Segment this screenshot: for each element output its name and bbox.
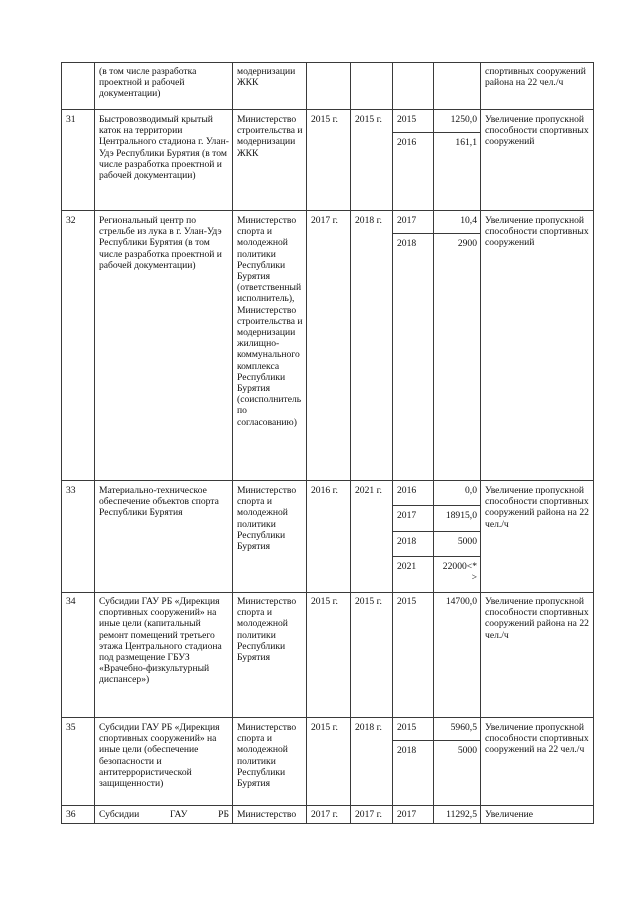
funding-amount: 5000 bbox=[434, 531, 481, 556]
row-number: 31 bbox=[62, 110, 95, 211]
end-year: 2021 г. bbox=[351, 481, 393, 593]
end-year: 2015 г. bbox=[351, 110, 393, 211]
funding-amount: 161,1 bbox=[434, 133, 481, 211]
executor: Министерство строительства и модернизации ЖКК bbox=[233, 110, 307, 211]
expected-result: Увеличение пропускной способности спортивных сооружений района на 22 чел./ч bbox=[481, 593, 594, 718]
table-row bbox=[62, 110, 594, 133]
funding-amount: 10,4 bbox=[434, 211, 481, 234]
table-row bbox=[62, 481, 594, 506]
funding-year bbox=[393, 63, 434, 110]
row-number: 34 bbox=[62, 593, 95, 718]
start-year bbox=[307, 63, 351, 110]
funding-year: 2018 bbox=[393, 234, 434, 481]
activity-name: Материально-техническое обеспечение объектов спорта Республики Бурятия bbox=[95, 481, 233, 593]
funding-amount: 5960,5 bbox=[434, 718, 481, 741]
executor: Министерство bbox=[233, 806, 307, 824]
expected-result: Увеличение пропускной способности спортивных сооружений на 22 чел./ч bbox=[481, 718, 594, 806]
row-number: 32 bbox=[62, 211, 95, 481]
end-year: 2018 г. bbox=[351, 211, 393, 481]
end-year: 2018 г. bbox=[351, 718, 393, 806]
start-year: 2017 г. bbox=[307, 806, 351, 824]
expected-result: Увеличение пропускной способности спортивных сооружений bbox=[481, 211, 594, 481]
funding-amount bbox=[434, 63, 481, 110]
program-activities-table bbox=[61, 62, 594, 824]
start-year: 2017 г. bbox=[307, 211, 351, 481]
funding-amount: 18915,0 bbox=[434, 506, 481, 531]
activity-name: Субсидии ГАУ РБ bbox=[95, 806, 233, 824]
expected-result: Увеличение пропускной способности спортивных сооружений bbox=[481, 110, 594, 211]
table-row bbox=[62, 718, 594, 741]
funding-year: 2017 bbox=[393, 211, 434, 234]
end-year: 2017 г. bbox=[351, 806, 393, 824]
funding-amount: 14700,0 bbox=[434, 593, 481, 718]
activity-name: Быстровозводимый крытый каток на территории Центрального стадиона г. Улан-Удэ Республики Бурятия (в том числе разработка проектной и рабочей документации) bbox=[95, 110, 233, 211]
funding-amount: 1250,0 bbox=[434, 110, 481, 133]
funding-year: 2017 bbox=[393, 806, 434, 824]
end-year bbox=[351, 63, 393, 110]
funding-amount: 11292,5 bbox=[434, 806, 481, 824]
start-year: 2015 г. bbox=[307, 593, 351, 718]
funding-year: 2015 bbox=[393, 593, 434, 718]
funding-year: 2016 bbox=[393, 481, 434, 506]
row-number: 33 bbox=[62, 481, 95, 593]
funding-amount: 22000<*> bbox=[434, 556, 481, 592]
funding-year: 2015 bbox=[393, 718, 434, 741]
row-number bbox=[62, 63, 95, 110]
executor: Министерство спорта и молодежной политики Республики Бурятия (ответственный исполнитель), Министерство строительства и модернизации жилищно-коммунального комплекса Республики Бурятия (соисполнитель по согласованию) bbox=[233, 211, 307, 481]
start-year: 2016 г. bbox=[307, 481, 351, 593]
activity-name: (в том числе разработка проектной и рабочей документации) bbox=[95, 63, 233, 110]
executor: Министерство спорта и молодежной политики Республики Бурятия bbox=[233, 718, 307, 806]
expected-result: Увеличение bbox=[481, 806, 594, 824]
funding-year: 2021 bbox=[393, 556, 434, 592]
funding-year: 2016 bbox=[393, 133, 434, 211]
funding-amount: 0,0 bbox=[434, 481, 481, 506]
table-row bbox=[62, 806, 594, 824]
funding-year: 2015 bbox=[393, 110, 434, 133]
executor: модернизации ЖКК bbox=[233, 63, 307, 110]
row-number: 35 bbox=[62, 718, 95, 806]
expected-result: Увеличение пропускной способности спортивных сооружений района на 22 чел./ч bbox=[481, 481, 594, 593]
funding-amount: 2900 bbox=[434, 234, 481, 481]
funding-amount: 5000 bbox=[434, 741, 481, 806]
funding-year: 2018 bbox=[393, 531, 434, 556]
table-row bbox=[62, 211, 594, 234]
executor: Министерство спорта и молодежной политики Республики Бурятия bbox=[233, 593, 307, 718]
activity-name: Субсидии ГАУ РБ «Дирекция спортивных сооружений» на иные цели (обеспечение безопасности и антитеррористической защищенности) bbox=[95, 718, 233, 806]
row-number: 36 bbox=[62, 806, 95, 824]
start-year: 2015 г. bbox=[307, 110, 351, 211]
funding-year: 2017 bbox=[393, 506, 434, 531]
end-year: 2015 г. bbox=[351, 593, 393, 718]
table-row bbox=[62, 63, 594, 110]
expected-result: спортивных сооружений района на 22 чел./ч bbox=[481, 63, 594, 110]
table-row bbox=[62, 593, 594, 718]
activity-name: Региональный центр по стрельбе из лука в г. Улан-Удэ Республики Бурятия (в том числе разработка проектной и рабочей документации) bbox=[95, 211, 233, 481]
executor: Министерство спорта и молодежной политики Республики Бурятия bbox=[233, 481, 307, 593]
activity-name: Субсидии ГАУ РБ «Дирекция спортивных сооружений» на иные цели (капитальный ремонт помещений третьего этажа Центрального стадиона под размещение ГБУЗ «Врачебно-физкультурный диспансер») bbox=[95, 593, 233, 718]
start-year: 2015 г. bbox=[307, 718, 351, 806]
funding-year: 2018 bbox=[393, 741, 434, 806]
